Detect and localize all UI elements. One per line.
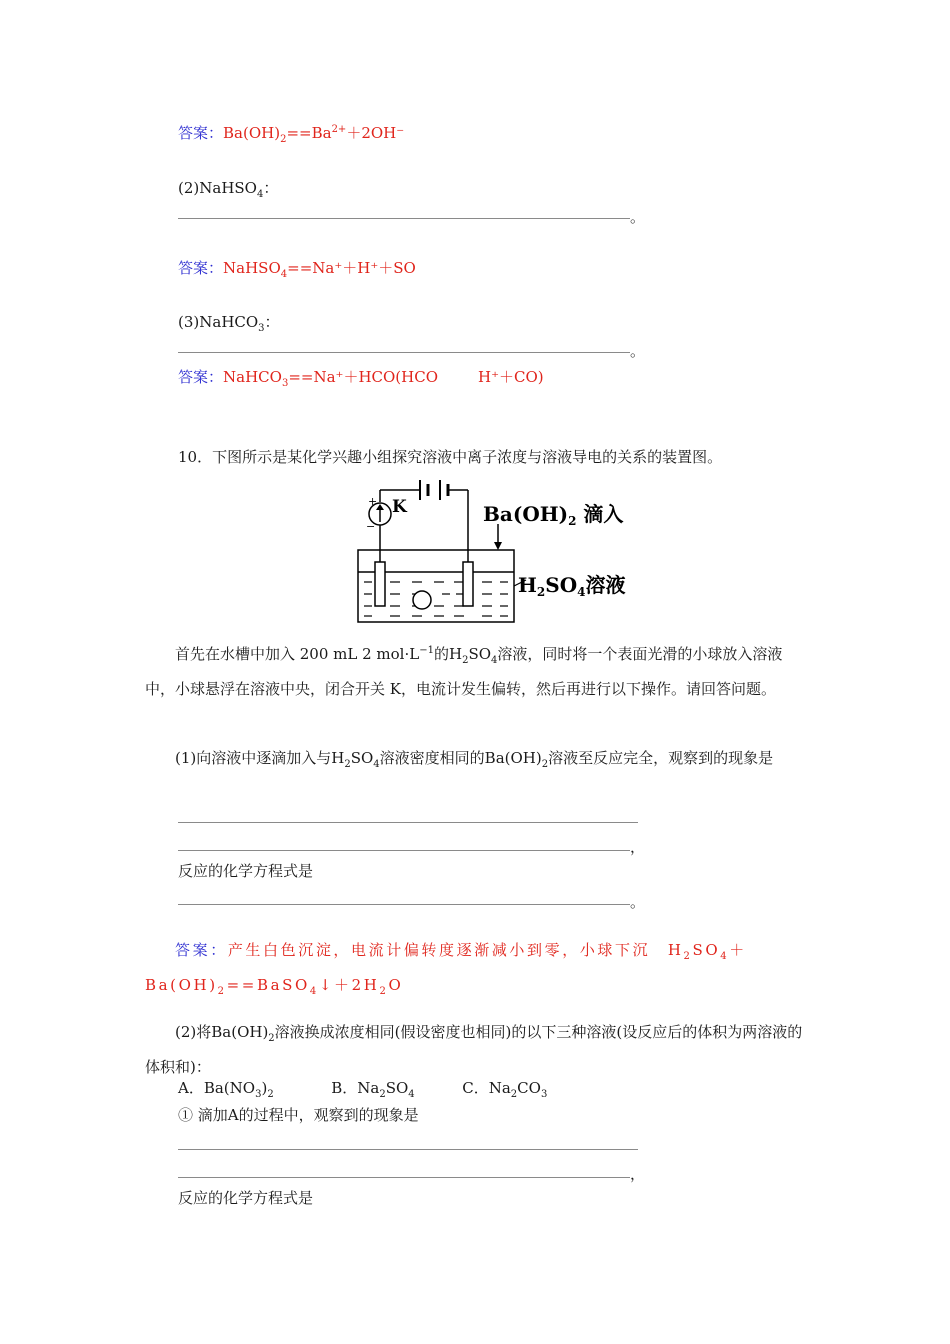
equation-label: 反应的化学方程式是 — [178, 862, 314, 880]
question-3-label: (3)NaHCO$_3$： — [178, 313, 280, 334]
period: 。 — [630, 342, 646, 360]
answer-blank-line[interactable] — [178, 1149, 638, 1150]
electrode-right — [463, 562, 473, 606]
period: 。 — [630, 893, 646, 911]
answer-blank-line[interactable] — [178, 904, 630, 905]
period: 。 — [630, 208, 646, 226]
part-1-question: (1)向溶液中逐滴加入与$H_2SO_4$溶液密度相同的$Ba(OH)_2$溶液至反应完全，观察到的现象是 — [175, 749, 774, 770]
answer-blank-line[interactable] — [178, 218, 630, 219]
answer-part-1: 答案：产生白色沉淀，电流计偏转度逐渐减小到零，小球下沉 $H_2SO_4+Ba(OH)_2==BaSO_4↓+2H_2O$ — [145, 941, 747, 997]
solution-label: $H_2SO_4$溶液 — [518, 573, 626, 599]
switch-k-label: K — [392, 497, 407, 517]
question-2-label: (2)NaHSO$_4$： — [178, 179, 279, 200]
answer-3: 答案：NaHCO$_3$==Na⁺＋HCO(HCO H⁺＋CO) — [178, 368, 544, 389]
equation-label-2: 反应的化学方程式是 — [178, 1189, 314, 1207]
answer-blank-line[interactable] — [178, 822, 638, 823]
option-c: C．$Na_2CO_3$ — [462, 1079, 548, 1100]
drop-label: $Ba(OH)_2$ 滴入 — [483, 502, 624, 528]
plus-sign: + — [368, 495, 378, 508]
sub-question-1: ① 滴加A的过程中，观察到的现象是 — [178, 1106, 419, 1124]
part-2-question: (2)将$Ba(OH)_2$溶液换成浓度相同(假设密度也相同)的以下三种溶液(设反应后的体积为两溶液的体积和)： — [145, 1023, 803, 1076]
apparatus-svg — [350, 478, 640, 628]
comma: ， — [630, 1165, 646, 1183]
answer-blank-line[interactable] — [178, 850, 630, 851]
answer-2: 答案：NaHSO$_4$==Na⁺＋H⁺＋SO — [178, 259, 416, 280]
drop-arrow-head — [494, 542, 502, 550]
comma: ， — [630, 838, 646, 856]
electrode-left — [375, 562, 385, 606]
apparatus-diagram — [350, 478, 640, 628]
answer-1: 答案：$Ba(OH)_2==Ba^{2+}+2OH^-$ — [178, 124, 405, 145]
answer-blank-line[interactable] — [178, 352, 630, 353]
floating-ball — [413, 591, 431, 609]
minus-sign: − — [366, 520, 376, 533]
option-a: A．$Ba(NO_3)_2$ — [178, 1079, 274, 1100]
answer-blank-line[interactable] — [178, 1177, 630, 1178]
option-b: B．$Na_2SO_4$ — [331, 1079, 415, 1100]
options-row — [178, 1077, 547, 1100]
question-10-title: 10．下图所示是某化学兴趣小组探究溶液中离子浓度与溶液导电的关系的装置图。 — [178, 448, 723, 466]
intro-paragraph: 首先在水槽中加入 200 mL 2 $mol\cdot L^{-1}$的$H_2SO_4$溶液，同时将一个表面光滑的小球放入溶液中，小球悬浮在溶液中央，闭合开关 K，电流计发生偏转，然后再进行以下操作。请回答问题。 — [145, 645, 783, 698]
